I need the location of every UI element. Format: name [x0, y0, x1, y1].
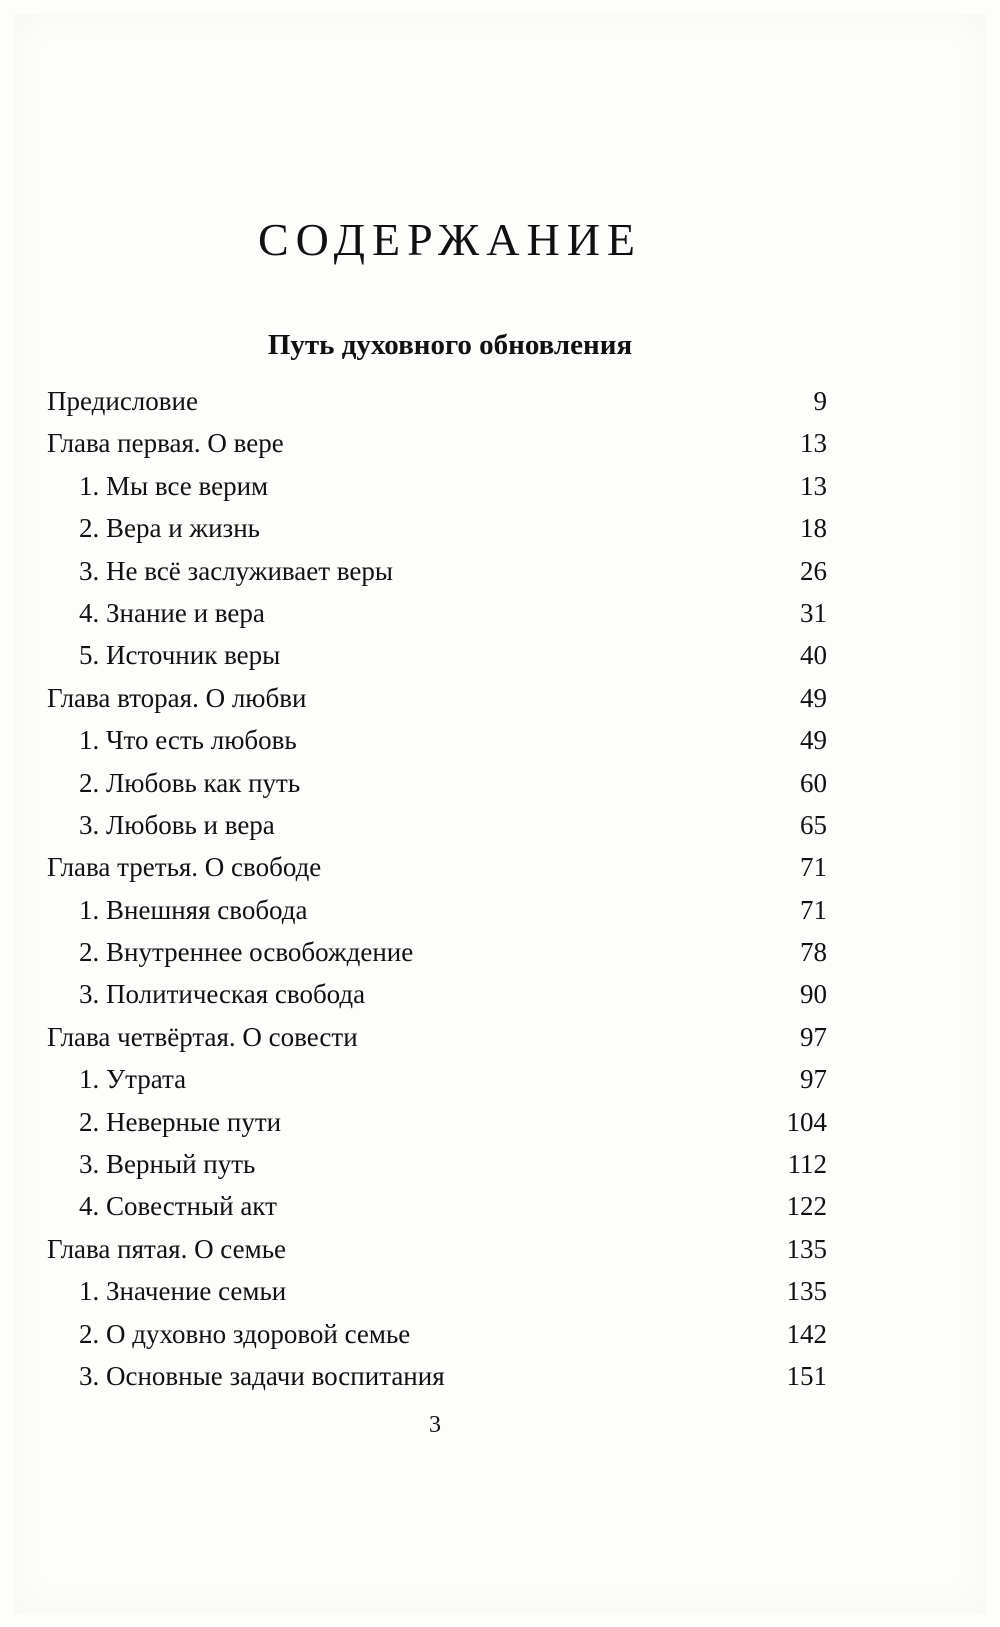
- toc-entry-page: 135: [786, 1233, 827, 1264]
- toc-chapter: [47, 1228, 847, 1270]
- toc-subsection: [47, 1355, 847, 1397]
- toc-subsection: [47, 1143, 847, 1185]
- toc-subsection: [47, 719, 847, 761]
- toc-subsection: [47, 465, 847, 507]
- toc-subsection: [47, 1270, 847, 1312]
- toc-entry-title: 1. Внешняя свобода: [79, 894, 308, 925]
- toc-subsection: [47, 762, 847, 804]
- toc-entry-page: 71: [800, 852, 827, 883]
- toc-entry-page: 49: [800, 725, 827, 756]
- toc-entry-title: 2. Внутреннее освобождение: [79, 937, 414, 968]
- toc-subsection: [47, 634, 847, 676]
- toc-entry-page: 40: [800, 640, 827, 671]
- toc-entry-title: 2. Неверные пути: [79, 1106, 282, 1137]
- toc-entry-title: 4. Совестный акт: [79, 1191, 277, 1222]
- toc-entry-page: 135: [786, 1276, 827, 1307]
- toc-subsection: [47, 1101, 847, 1143]
- toc-entry-page: 13: [800, 470, 827, 501]
- toc-entry-title: Глава третья. О свободе: [47, 852, 322, 883]
- toc-entry-page: 13: [800, 428, 827, 459]
- toc-entry-title: 3. Верный путь: [79, 1149, 256, 1180]
- toc-entry-page: 78: [800, 937, 827, 968]
- toc-entry-page: 142: [786, 1318, 827, 1349]
- toc-entry-title: 1. Мы все верим: [79, 470, 269, 501]
- toc-entry-page: 18: [800, 513, 827, 544]
- toc-entry-page: 112: [787, 1149, 827, 1180]
- toc-entry-title: 3. Основные задачи воспитания: [79, 1360, 445, 1391]
- toc-subsection: [47, 592, 847, 634]
- toc-chapter: [47, 380, 847, 422]
- page-heading: СОДЕРЖАНИЕ: [257, 214, 643, 265]
- toc-entry-title: Глава первая. О вере: [47, 428, 284, 459]
- toc-entry-page: 60: [800, 767, 827, 798]
- toc-chapter: [47, 846, 847, 888]
- toc-entry-page: 9: [813, 386, 827, 416]
- table-of-contents: [47, 380, 847, 1397]
- toc-entry-title: 1. Что есть любовь: [79, 725, 297, 756]
- toc-entry-title: 1. Утрата: [79, 1064, 187, 1095]
- toc-entry-page: 104: [786, 1106, 827, 1137]
- toc-subsection: [47, 507, 847, 549]
- toc-entry-title: 3. Политическая свобода: [79, 979, 366, 1010]
- toc-subsection: [47, 889, 847, 931]
- toc-entry-title: 2. О духовно здоровой семье: [79, 1318, 411, 1349]
- toc-entry-page: 90: [800, 979, 827, 1010]
- page-number: 3: [429, 1412, 441, 1438]
- toc-entry-page: 65: [800, 809, 827, 840]
- toc-entry-title: 2. Любовь как путь: [79, 767, 301, 798]
- toc-entry-page: 26: [800, 555, 827, 586]
- toc-subsection: [47, 550, 847, 592]
- toc-entry-title: Глава пятая. О семье: [47, 1233, 286, 1264]
- toc-entry-page: 49: [800, 682, 827, 713]
- toc-entry-title: 3. Любовь и вера: [79, 809, 275, 840]
- toc-entry-page: 97: [800, 1021, 827, 1052]
- toc-subsection: [47, 931, 847, 973]
- toc-chapter: [47, 422, 847, 464]
- toc-entry-title: Глава вторая. О любви: [47, 682, 307, 713]
- toc-entry-title: 3. Не всё заслуживает веры: [79, 555, 394, 586]
- toc-chapter: [47, 1016, 847, 1058]
- toc-entry-title: 1. Значение семьи: [79, 1276, 287, 1307]
- toc-subsection: [47, 1313, 847, 1355]
- toc-subsection: [47, 973, 847, 1015]
- toc-entry-title: Предисловие: [47, 386, 198, 416]
- toc-entry-page: 151: [786, 1360, 827, 1391]
- toc-entry-title: 5. Источник веры: [79, 640, 281, 671]
- toc-entry-title: Глава четвёртая. О совести: [47, 1021, 358, 1052]
- toc-subsection: [47, 1185, 847, 1227]
- toc-entry-page: 71: [800, 894, 827, 925]
- toc-entry-page: 97: [800, 1064, 827, 1095]
- toc-subsection: [47, 1058, 847, 1100]
- toc-entry-page: 122: [786, 1191, 827, 1222]
- toc-entry-title: 4. Знание и вера: [79, 597, 265, 628]
- toc-entry-title: 2. Вера и жизнь: [79, 513, 260, 544]
- section-subheading: Путь духовного обновления: [267, 329, 633, 361]
- toc-subsection: [47, 804, 847, 846]
- toc-entry-page: 31: [800, 597, 827, 628]
- toc-chapter: [47, 677, 847, 719]
